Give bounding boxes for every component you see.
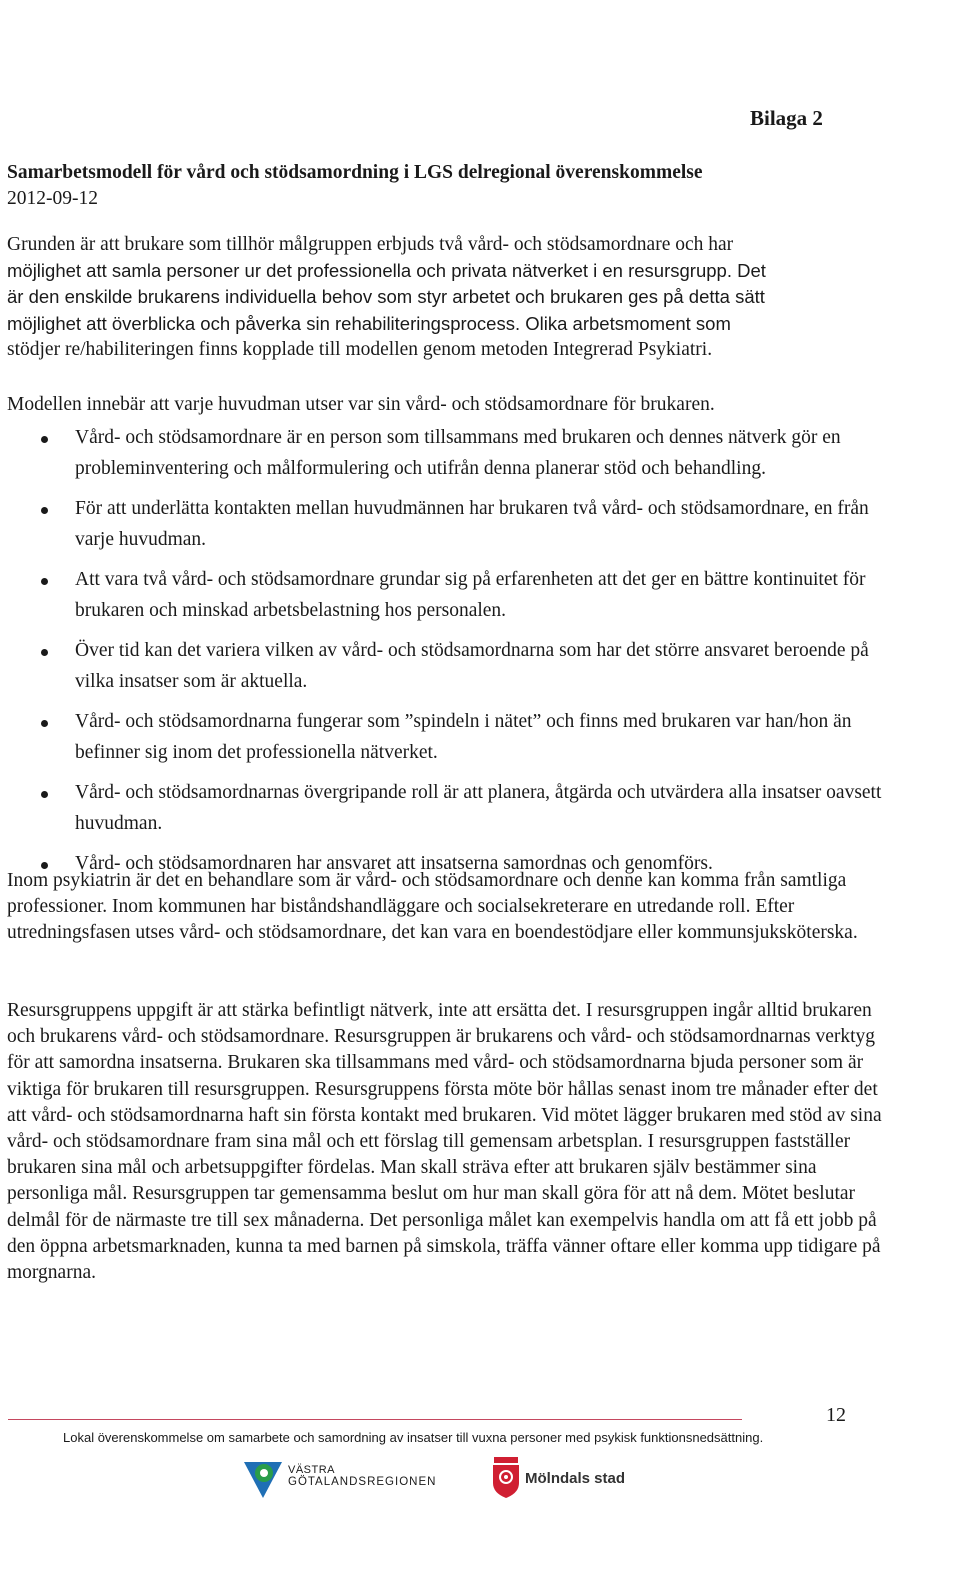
model-lead: Modellen innebär att varje huvudman utser var sin vård- och stödsamordnare för brukaren. — [7, 394, 715, 415]
appendix-label: Bilaga 2 — [750, 106, 823, 130]
vgr-logo-line2: GÖTALANDSREGIONEN — [288, 1476, 437, 1488]
model-bullet-list — [7, 422, 887, 888]
bullet-dot-icon — [41, 436, 48, 443]
bullet-dot-icon — [41, 578, 48, 585]
bullet-item — [7, 635, 887, 697]
intro-line: Grunden är att brukare som tillhör målgruppen erbjuds två vård- och stödsamordnare och har — [7, 234, 734, 255]
vgr-emblem-icon — [242, 1458, 284, 1500]
psychiatry-paragraph: Inom psykiatrin är det en behandlare som är vård- och stödsamordnare och denne kan komma från samtliga professioner. Inom kommunen har biståndshandläggare och socialsekreterare en utredande roll. Efter utredningsfasen utses vård- och stödsamordnare, det kan vara en boendestödjare eller kommunsjuksköterska. — [7, 870, 858, 944]
vgr-logo-line1: VÄSTRA — [288, 1464, 336, 1476]
footer-rule — [8, 1419, 742, 1420]
vastra-gotalandsregionen-logo — [242, 1456, 442, 1504]
bullet-item — [7, 564, 887, 626]
intro-line: möjlighet att överblicka och påverka sin rehabiliteringsprocess. Olika arbetsmoment som — [7, 312, 731, 334]
bullet-text: Vård- och stödsamordnarnas övergripande roll är att planera, åtgärda och utvärdera alla insatser oavsett huvudman. — [75, 782, 882, 834]
molndals-stad-label: Mölndals stad — [525, 1470, 626, 1487]
bullet-text: Vård- och stödsamordnare är en person som tillsammans med brukaren och dennes nätverk gör en probleminventering och målformulering och utifrån denna planerar stöd och behandling. — [75, 427, 841, 479]
bullet-dot-icon — [41, 720, 48, 727]
page-number: 12 — [826, 1404, 846, 1426]
bullet-text: Att vara två vård- och stödsamordnare grundar sig på erfarenheten att det ger en bättre kontinuitet för brukaren och minskad arbetsbelastning hos personalen. — [75, 569, 866, 621]
intro-paragraph — [7, 232, 887, 363]
bullet-item — [7, 777, 887, 839]
bullet-dot-icon — [41, 791, 48, 798]
bullet-item — [7, 493, 887, 555]
bullet-dot-icon — [41, 507, 48, 514]
bullet-text: Över tid kan det variera vilken av vård- och stödsamordnarna som har det större ansvaret beroende på vilka insatser som är aktuella. — [75, 640, 869, 692]
intro-line: stödjer re/habiliteringen finns kopplade till modellen genom metoden Integrerad Psykiatri. — [7, 338, 713, 360]
bullet-dot-icon — [41, 649, 48, 656]
bullet-text: Vård- och stödsamordnaren har ansvaret att insatserna samordnas och genomförs. — [75, 853, 713, 874]
molndals-stad-logo — [490, 1455, 640, 1503]
bullet-item — [7, 706, 887, 768]
molndal-coat-of-arms-icon — [490, 1455, 522, 1499]
footer-text: Lokal överenskommelse om samarbete och samordning av insatser till vuxna personer med psykisk funktionsnedsättning. — [63, 1430, 764, 1445]
document-date: 2012-09-12 — [7, 188, 98, 209]
intro-line: är den enskilde brukarens individuella behov som styr arbetet och brukaren ges på detta sätt — [7, 286, 765, 308]
intro-line: möjlighet att samla personer ur det professionella och privata nätverket i en resursgrupp. Det — [7, 260, 766, 282]
resource-group-paragraph: Resursgruppens uppgift är att stärka befintligt nätverk, inte att ersätta det. I resursgruppen ingår alltid brukaren och brukarens vård- och stödsamordnare. Resursgruppen är brukarens och vård- och stödsamordnarnas verktyg för att samordna insatserna. Brukaren ska tillsammans med vård- och stödsamordnarna bjuda personer som är viktiga för brukaren till resursgruppen. Resursgruppens första möte bör hållas senast inom tre månader efter det att vård- och stödsamordnarna haft sin första kontakt med brukaren. Vid mötet lägger brukaren med stöd av sina vård- och stödsamordnare fram sina mål och ett förslag till gemensam arbetsplan. I resursgruppen fastställer brukaren sina mål och arbetsuppgifter fördelas. Man skall sträva efter att brukaren själv bestämmer sina personliga mål. Resursgruppen tar gemensamma beslut om hur man skall göra för att nå dem. Mötet beslutar delmål för de närmaste tre till sex månaderna. Det personliga målet kan exempelvis handla om att få ett jobb på den öppna arbetsmarknaden, kunna ta med barnen på simskola, träffa vänner oftare eller komma upp tidigare på morgnarna. — [7, 1000, 882, 1284]
bullet-text: Vård- och stödsamordnarna fungerar som ”spindeln i nätet” och finns med brukaren var han/hon än befinner sig inom det professionella nätverket. — [75, 711, 852, 763]
document-title: Samarbetsmodell för vård och stödsamordning i LGS delregional överenskommelse — [7, 162, 703, 183]
bullet-item — [7, 422, 887, 484]
bullet-text: För att underlätta kontakten mellan huvudmännen har brukaren två vård- och stödsamordnare, en från varje huvudman. — [75, 498, 869, 550]
